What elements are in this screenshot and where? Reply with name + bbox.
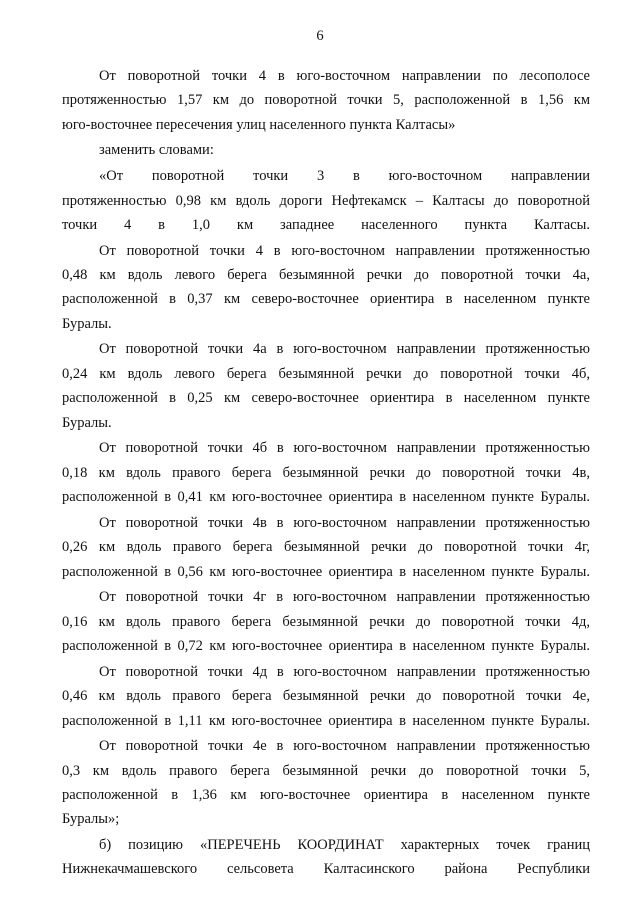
document-body <box>62 64 590 882</box>
text-line: От поворотной точки 4а в юго-восточном направлении протяженностью <box>99 341 590 358</box>
paragraph <box>62 833 590 882</box>
paragraph <box>62 164 590 237</box>
text-line: 0,46 км вдоль правого берега безымянной речки до поворотной точки 4е, <box>62 688 590 705</box>
text-line: расположенной в 1,11 км юго-восточнее ориентира в населенном пункте Буралы. <box>62 712 590 729</box>
text-line: От поворотной точки 4 в юго-восточном направлении по лесополосе <box>99 68 590 84</box>
text-line: 0,26 км вдоль правого берега безымянной речки до поворотной точки 4г, <box>62 539 590 556</box>
text-line: Буралы»; <box>62 811 120 828</box>
text-line: расположенной в 0,37 км северо-восточнее ориентира в населенном пункте <box>62 291 590 308</box>
text-line: От поворотной точки 4г в юго-восточном направлении протяженностью <box>99 589 590 606</box>
paragraph <box>62 734 590 832</box>
text-line: точки 4 в 1,0 км западнее населенного пункта Калтасы. <box>62 216 590 233</box>
text-line: 0,16 км вдоль правого берега безымянной речки до поворотной точки 4д, <box>62 613 590 630</box>
paragraph <box>62 64 590 137</box>
text-line: расположенной в 0,25 км северо-восточнее ориентира в населенном пункте <box>62 390 590 407</box>
text-line: протяженностью 1,57 км до поворотной точки 5, расположенной в 1,56 км <box>62 92 590 109</box>
text-line: Нижнекачмашевского сельсовета Калтасинского района Республики <box>62 861 590 878</box>
text-line: 0,3 км вдоль правого берега безымянной речки до поворотной точки 5, <box>62 762 590 779</box>
text-line: От поворотной точки 4б в юго-восточном направлении протяженностью <box>99 440 590 457</box>
paragraph <box>62 511 590 584</box>
text-line: расположенной в 0,56 км юго-восточнее ориентира в населенном пункте Буралы. <box>62 563 590 580</box>
text-line: От поворотной точки 4д в юго-восточном направлении протяженностью <box>99 663 590 680</box>
text-line: От поворотной точки 4в в юго-восточном направлении протяженностью <box>99 514 590 531</box>
text-line: 0,24 км вдоль левого берега безымянной речки до поворотной точки 4б, <box>62 365 590 382</box>
text-line: расположенной в 0,41 км юго-восточнее ориентира в населенном пункте Буралы. <box>62 489 590 506</box>
text-line: заменить словами: <box>99 142 214 159</box>
text-line: б) позицию «ПЕРЕЧЕНЬ КООРДИНАТ характерных точек границ <box>99 837 590 854</box>
text-line: «От поворотной точки 3 в юго-восточном направлении <box>99 168 590 185</box>
paragraph <box>62 337 590 435</box>
text-line: 0,48 км вдоль левого берега безымянной речки до поворотной точки 4а, <box>62 267 590 284</box>
text-line: расположенной в 0,72 км юго-восточнее ориентира в населенном пункте Буралы. <box>62 638 590 655</box>
page-number: 6 <box>316 28 324 44</box>
text-line: Буралы. <box>62 414 112 431</box>
text-line: От поворотной точки 4 в юго-восточном направлении протяженностью <box>99 242 590 259</box>
paragraph <box>62 138 590 162</box>
text-line: Буралы. <box>62 315 112 332</box>
paragraph <box>62 436 590 509</box>
text-line: От поворотной точки 4е в юго-восточном направлении протяженностью <box>99 738 590 755</box>
text-line: расположенной в 1,36 км юго-восточнее ориентира в населенном пункте <box>62 787 590 803</box>
paragraph <box>62 660 590 733</box>
paragraph <box>62 585 590 658</box>
text-line: юго-восточнее пересечения улиц населенного пункта Калтасы» <box>62 116 456 133</box>
paragraph <box>62 239 590 337</box>
text-line: 0,18 км вдоль правого берега безымянной речки до поворотной точки 4в, <box>62 464 590 481</box>
text-line: протяженностью 0,98 км вдоль дороги Нефтекамск – Калтасы до поворотной <box>62 192 590 209</box>
